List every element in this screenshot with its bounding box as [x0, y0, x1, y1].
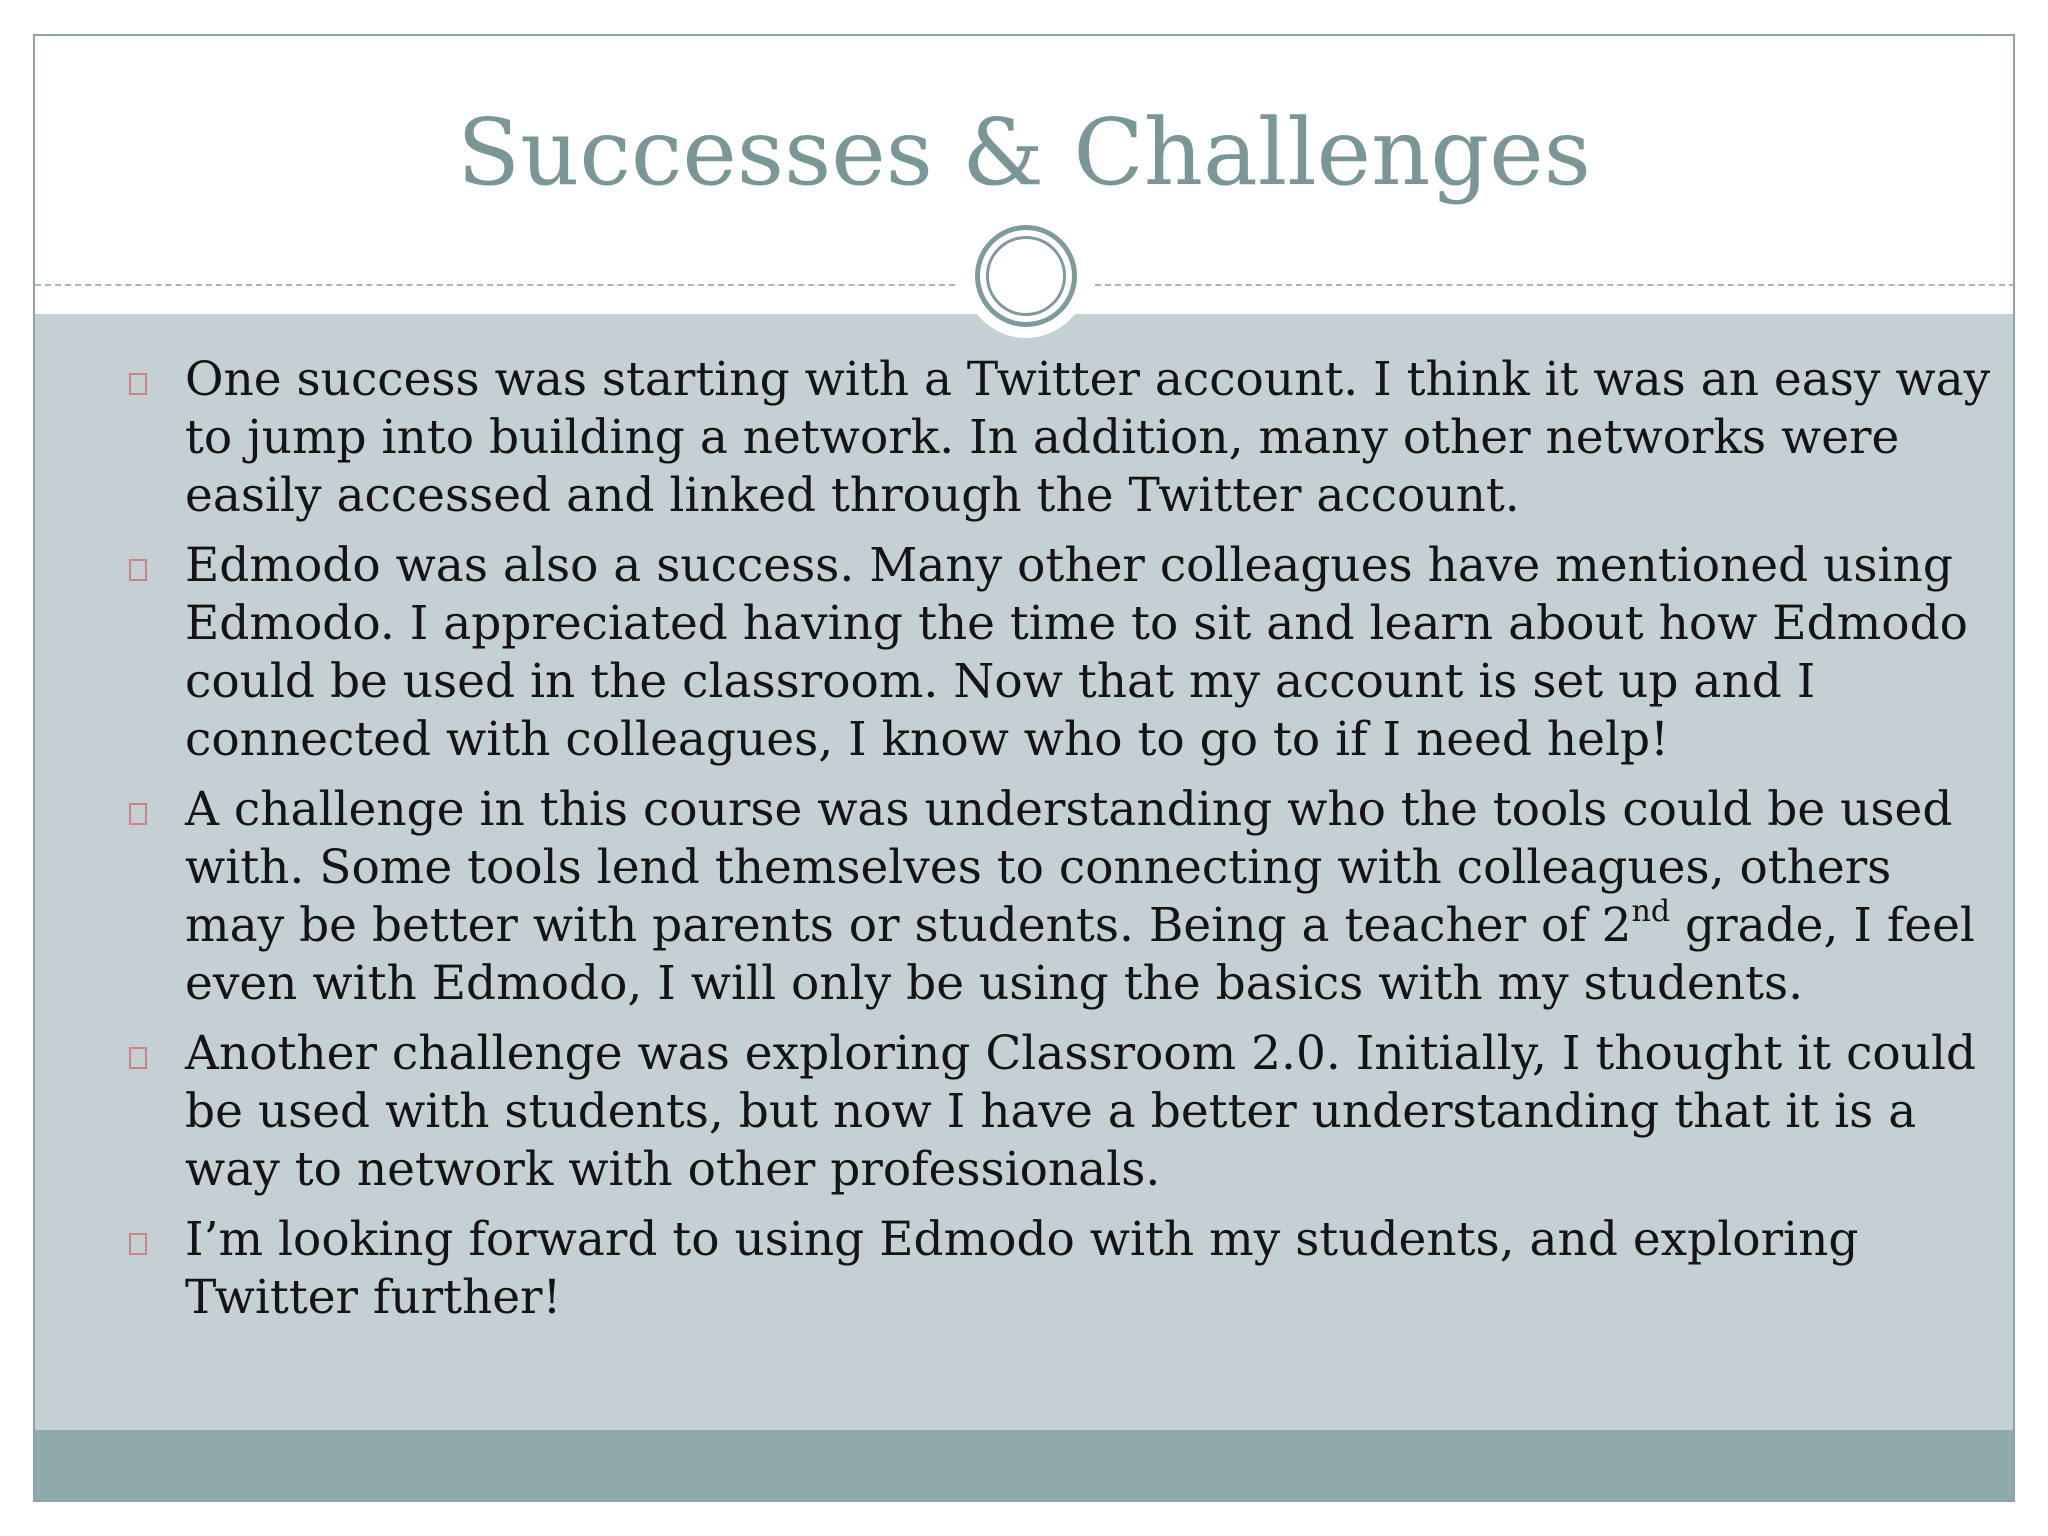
bullet-marker-icon [129, 1047, 147, 1069]
bullet-text: Another challenge was exploring Classroom 2.0. Initially, I thought it could be used with students, but now I have a better understanding that it is a way to network with other professionals. [185, 1026, 1977, 1197]
divider-right [1095, 284, 2015, 286]
slide [33, 34, 2015, 1502]
bullet-item [93, 781, 1993, 1013]
bullet-list [93, 351, 1993, 1339]
slide-title: Successes & Challenges [457, 99, 1591, 206]
bullet-marker-icon [129, 559, 147, 581]
bullet-text: One success was starting with a Twitter account. I think it was an easy way to jump into building a network. In addition, many other networks were easily accessed and linked through the Twitter account. [185, 352, 1991, 523]
divider-left [35, 284, 955, 286]
bullet-item [93, 1025, 1993, 1199]
bullet-item [93, 351, 1993, 525]
bullet-text-start: A challenge in this course was understanding who the tools could be used with. Some tools lend themselves to connecting with colleagues, others may be better with parents or students. Being a teacher of 2 [185, 782, 1953, 953]
bullet-text: I’m looking forward to using Edmodo with my students, and exploring Twitter further! [185, 1212, 1859, 1325]
bullet-marker-icon [129, 803, 147, 825]
bullet-item [93, 537, 1993, 769]
bullet-marker-icon [129, 373, 147, 395]
circle-ornament-icon [975, 225, 1077, 327]
bullet-item [93, 1211, 1993, 1327]
bullet-text-end: grade, I feel even with Edmodo, I will only be using the basics with my students. [185, 898, 1975, 1011]
bullet-marker-icon [129, 1233, 147, 1255]
footer-bar [35, 1430, 2013, 1502]
bullet-text: Edmodo was also a success. Many other colleagues have mentioned using Edmodo. I appreciated having the time to sit and learn about how Edmodo could be used in the classroom. Now that my account is set up and I connected with colleagues, I know who to go to if I need help! [185, 538, 1968, 767]
ordinal-superscript: nd [1631, 894, 1671, 929]
